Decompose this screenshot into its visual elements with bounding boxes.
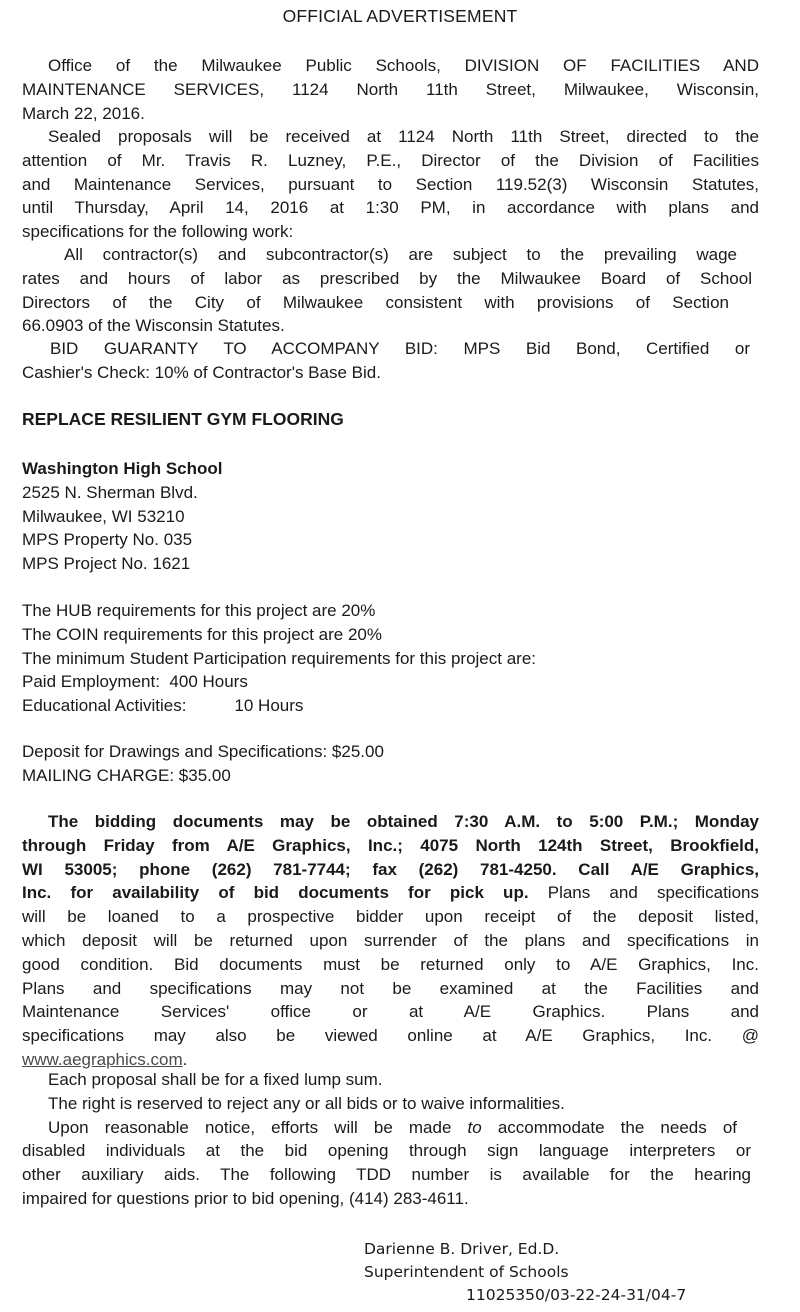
bidding-line: Plans and specifications may not be examined at the Facilities and	[22, 978, 759, 998]
sealed-line: attention of Mr. Travis R. Luzney, P.E., Director of the Division of Facilities	[22, 150, 759, 170]
sealed-line: until Thursday, April 14, 2016 at 1:30 PM, in accordance with plans and	[22, 198, 759, 218]
intro-paragraph	[22, 54, 759, 125]
school-address-line1: 2525 N. Sherman Blvd.	[22, 482, 198, 502]
bid-guaranty-paragraph	[22, 337, 759, 385]
project-heading: REPLACE RESILIENT GYM FLOORING	[22, 409, 344, 429]
wage-line: 66.0903 of the Wisconsin Statutes.	[22, 316, 285, 336]
bidding-line: which deposit will be returned upon surrender of the plans and specifications in	[22, 930, 759, 950]
notice-line: impaired for questions prior to bid opening, (414) 283-4611.	[22, 1188, 469, 1208]
pickup-notice: Inc. for availability of bid documents for pick up.	[22, 883, 529, 903]
educational-activities-value: 10 Hours	[234, 696, 304, 716]
wage-line: rates and hours of labor as prescribed by the Milwaukee Board of School	[22, 268, 752, 288]
closing-paragraphs	[22, 1068, 759, 1211]
intro-line: March 22, 2016.	[22, 103, 145, 123]
paid-employment	[22, 670, 536, 694]
prevailing-wage-paragraph	[22, 243, 759, 338]
signatory-name: Darienne B. Driver, Ed.D.	[364, 1240, 560, 1258]
intro-line: MAINTENANCE SERVICES, 1124 North 11th Street, Milwaukee, Wisconsin,	[22, 79, 759, 99]
signatory-title: Superintendent of Schools	[364, 1263, 569, 1281]
coin-requirement: The COIN requirements for this project are 20%	[22, 624, 382, 644]
reserved-line: The right is reserved to reject any or all bids or to waive informalities.	[48, 1093, 565, 1113]
publication-code: 11025350/03-22-24-31/04-7	[466, 1286, 687, 1304]
bidding-documents-paragraph	[22, 810, 759, 1072]
property-number: MPS Property No. 035	[22, 530, 193, 550]
bidding-line: through Friday from A/E Graphics, Inc.; 4075 North 124th Street, Brookfield,	[22, 835, 759, 855]
paid-employment-value: 400 Hours	[169, 672, 248, 692]
bidding-line: WI 53005; phone (262) 781-7744; fax (262) 781-4250. Call A/E Graphics,	[22, 859, 759, 879]
aegraphics-link[interactable]: www.aegraphics.com	[22, 1049, 183, 1069]
mailing-charge: MAILING CHARGE: $35.00	[22, 765, 231, 785]
sealed-proposals-paragraph	[22, 125, 759, 244]
bidding-line: Maintenance Services' office or at A/E Graphics. Plans and	[22, 1002, 759, 1022]
sealed-line: and Maintenance Services, pursuant to Section 119.52(3) Wisconsin Statutes,	[22, 174, 759, 194]
bidding-line: specifications may also be viewed online at A/E Graphics, Inc. @	[22, 1026, 759, 1046]
bidding-line	[22, 881, 759, 905]
notice-line: disabled individuals at the bid opening through sign language interpreters or	[22, 1141, 751, 1161]
plans-text: Plans and specifications	[547, 883, 759, 903]
educational-activities	[22, 694, 536, 718]
notice-line	[22, 1116, 759, 1140]
student-participation: The minimum Student Participation requirements for this project are:	[22, 648, 537, 668]
bidding-line: good condition. Bid documents must be returned only to A/E Graphics, Inc.	[22, 954, 759, 974]
guaranty-line: BID GUARANTY TO ACCOMPANY BID: MPS Bid Bond, Certified or	[50, 339, 750, 358]
hub-requirement: The HUB requirements for this project are 20%	[22, 601, 376, 620]
project-number: MPS Project No. 1621	[22, 554, 191, 574]
wage-line: All contractor(s) and subcontractor(s) are subject to the prevailing wage	[64, 245, 737, 264]
bidding-line: will be loaned to a prospective bidder upon receipt of the deposit listed,	[22, 907, 759, 927]
notice-line: other auxiliary aids. The following TDD number is available for the hearing	[22, 1165, 751, 1185]
deposit-fee: Deposit for Drawings and Specifications: $25.00	[22, 742, 384, 761]
lump-sum-line: Each proposal shall be for a fixed lump sum.	[48, 1070, 383, 1089]
paid-employment-label: Paid Employment:	[22, 672, 160, 692]
link-period: .	[182, 1049, 188, 1069]
signature-block	[364, 1238, 686, 1307]
wage-line: Directors of the City of Milwaukee consistent with provisions of Section	[22, 292, 729, 312]
notice-text: Upon reasonable notice, efforts will be made	[48, 1117, 452, 1137]
page-title: OFFICIAL ADVERTISEMENT	[282, 6, 518, 26]
intro-line: Office of the Milwaukee Public Schools, DIVISION OF FACILITIES AND	[48, 56, 759, 75]
requirements-block	[22, 599, 536, 718]
guaranty-line: Cashier's Check: 10% of Contractor's Base Bid.	[22, 362, 381, 382]
notice-italic: to	[467, 1117, 482, 1137]
sealed-line: specifications for the following work:	[22, 222, 294, 242]
fees-block	[22, 740, 384, 788]
notice-text: accommodate the needs of	[497, 1117, 737, 1137]
bidding-line: The bidding documents may be obtained 7:30 A.M. to 5:00 P.M.; Monday	[48, 812, 759, 831]
school-block	[22, 457, 223, 576]
sealed-line: Sealed proposals will be received at 1124 North 11th Street, directed to the	[48, 127, 759, 146]
school-name: Washington High School	[22, 459, 223, 478]
school-address-line2: Milwaukee, WI 53210	[22, 506, 185, 526]
educational-activities-label: Educational Activities:	[22, 696, 187, 716]
